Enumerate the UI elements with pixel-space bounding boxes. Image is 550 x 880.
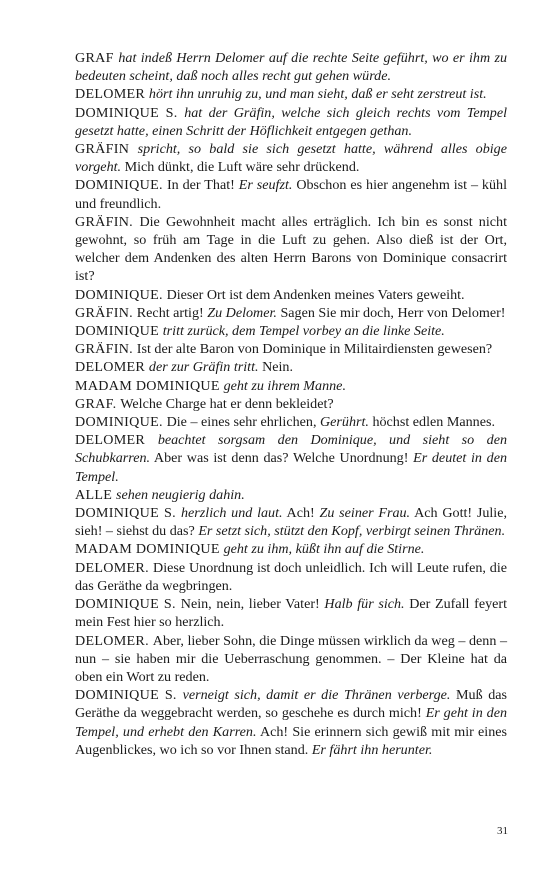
stage-direction: verneigt sich, damit er die Thränen verberge. xyxy=(182,687,451,704)
speaker-name: DOMINIQUE S. xyxy=(75,104,185,121)
spoken-line: Obschon es hier angenehm ist – kühl und freundlich. xyxy=(75,177,507,212)
spoken-line: Die Gewohnheit macht alles erträglich. Ich bin es sonst nicht gewohnt, so früh am Tage in die Luft zu gehen. Also dieß ist der Ort, welcher dem Andenken des alten Herrn Barons von Dominique consacrirt ist? xyxy=(75,213,507,285)
speaker-name: MADAM DOMINIQUE xyxy=(75,541,224,558)
stage-direction: hört ihn unruhig zu, und man sieht, daß er seht zerstreut ist. xyxy=(148,86,487,103)
dialogue-paragraph xyxy=(75,686,507,759)
stage-direction: Er geht in den Tempel, und erhebt den Karren. xyxy=(75,705,507,740)
dialogue-paragraph xyxy=(75,176,507,212)
stage-direction: Halb für sich. xyxy=(324,596,405,613)
spoken-line: In der That! xyxy=(166,177,239,194)
speaker-name: GRÄFIN xyxy=(75,141,138,158)
speaker-name: GRÄFIN. xyxy=(75,341,137,358)
dialogue-paragraph xyxy=(75,322,507,340)
spoken-line: Dieser Ort ist dem Andenken meines Vaters geweiht. xyxy=(166,286,465,303)
dialogue-paragraph xyxy=(75,413,507,431)
stage-direction: spricht, so bald sie sich gesetzt hatte, während alles obige vorgeht. xyxy=(75,141,507,176)
stage-direction: sehen neugierig dahin. xyxy=(115,486,245,503)
stage-direction: Zu Delomer. xyxy=(207,304,277,321)
speaker-name: DELOMER xyxy=(75,432,158,449)
speaker-name: DELOMER. xyxy=(75,632,153,649)
spoken-line: Aber, lieber Sohn, die Dinge müssen wirklich da weg – denn – nun – sie haben mir die Ueberraschung genommen. – Der Kleine hat da oben ein Wort zu reden. xyxy=(75,632,507,685)
spoken-line: Sagen Sie mir doch, Herr von Delomer! xyxy=(276,304,506,321)
spoken-line: Recht artig! xyxy=(136,304,208,321)
speaker-name: GRAF xyxy=(75,50,119,66)
speaker-name: DELOMER. xyxy=(75,559,154,576)
stage-direction: beachtet sorgsam den Dominique, und sieht so den Schubkarren. xyxy=(75,432,507,467)
spoken-line: Muß das Geräthe da weggebracht werden, so geschehe es durch mich! xyxy=(75,687,507,722)
stage-direction: geht zu ihm, küßt ihn auf die Stirne. xyxy=(223,541,425,558)
spoken-line: Ach! xyxy=(282,505,320,522)
dialogue-paragraph xyxy=(75,540,507,558)
spoken-line: Aber was ist denn das? Welche Unordnung! xyxy=(150,450,414,467)
dialogue-paragraph xyxy=(75,431,507,486)
dialogue-paragraph xyxy=(75,395,507,413)
spoken-line: höchst edlen Mannes. xyxy=(368,414,495,431)
dialogue-paragraph xyxy=(75,504,507,540)
dialogue-paragraph xyxy=(75,486,507,504)
dialogue-paragraph xyxy=(75,340,507,358)
speaker-name: DELOMER xyxy=(75,86,149,103)
speaker-name: DOMINIQUE xyxy=(75,323,163,340)
stage-direction: Er deutet in den Tempel. xyxy=(75,450,507,485)
stage-direction: tritt zurück, dem Tempel vorbey an die linke Seite. xyxy=(162,323,445,340)
speaker-name: DOMINIQUE. xyxy=(75,414,167,431)
play-text xyxy=(75,49,507,759)
spoken-line: Die – eines sehr ehrlichen, xyxy=(166,414,320,431)
spoken-line: Nein. xyxy=(258,359,293,376)
dialogue-paragraph xyxy=(75,213,507,286)
stage-direction: der zur Gräfin tritt. xyxy=(148,359,259,376)
dialogue-paragraph xyxy=(75,304,507,322)
spoken-line: Mich dünkt, die Luft wäre sehr drückend. xyxy=(121,159,360,176)
speaker-name: GRÄFIN. xyxy=(75,304,137,321)
speaker-name: DOMINIQUE S. xyxy=(75,687,183,704)
speaker-name: GRÄFIN. xyxy=(75,213,140,230)
dialogue-paragraph xyxy=(75,104,507,140)
dialogue-paragraph xyxy=(75,377,507,395)
spoken-line: Nein, nein, lieber Vater! xyxy=(180,596,325,613)
spoken-line: Ach! Sie erinnern sich gewiß mit mir eines Augenblickes, wo ich so vor Ihnen stand. xyxy=(75,723,507,758)
spoken-line: Welche Charge hat er denn bekleidet? xyxy=(120,395,334,412)
stage-direction: hat der Gräfin, welche sich gleich rechts vom Tempel gesetzt hatte, einen Schritt der Höflichkeit entgegen gethan. xyxy=(75,104,507,139)
stage-direction: herzlich und laut. xyxy=(181,505,283,522)
stage-direction: hat indeß Herrn Delomer auf die rechte Seite geführt, wo er ihm zu bedeuten scheint, daß noch alles recht gut gehen würde. xyxy=(75,50,507,85)
dialogue-paragraph xyxy=(75,595,507,631)
speaker-name: DOMINIQUE. xyxy=(75,177,167,194)
stage-direction: Er setzt sich, stützt den Kopf, verbirgt seinen Thränen. xyxy=(198,523,506,540)
dialogue-paragraph xyxy=(75,358,507,376)
dialogue-paragraph xyxy=(75,632,507,687)
dialogue-paragraph xyxy=(75,286,507,304)
stage-direction: Zu seiner Frau. xyxy=(319,505,411,522)
speaker-name: ALLE xyxy=(75,486,116,503)
spoken-line: Der Zufall feyert mein Fest hier so herzlich. xyxy=(75,596,507,631)
dialogue-paragraph xyxy=(75,49,507,85)
spoken-line: Ist der alte Baron von Dominique in Militairdiensten gewesen? xyxy=(136,341,493,358)
speaker-name: DOMINIQUE S. xyxy=(75,505,181,522)
dialogue-paragraph xyxy=(75,140,507,176)
dialogue-paragraph xyxy=(75,559,507,595)
stage-direction: Er fährt ihn herunter. xyxy=(311,741,433,758)
spoken-line: Ach Gott! Julie, sieh! – siehst du das? xyxy=(75,505,508,540)
stage-direction: Er seufzt. xyxy=(238,177,293,194)
stage-direction: Gerührt. xyxy=(320,414,369,431)
speaker-name: GRAF. xyxy=(75,395,121,412)
stage-direction: geht zu ihrem Manne. xyxy=(223,377,346,394)
spoken-line: Diese Unordnung ist doch unleidlich. Ich will Leute rufen, die das Geräthe da wegbringen. xyxy=(75,559,508,594)
dialogue-paragraph xyxy=(75,85,507,103)
speaker-name: DOMINIQUE S. xyxy=(75,596,181,613)
speaker-name: DOMINIQUE. xyxy=(75,286,167,303)
page-number: 31 xyxy=(497,825,508,837)
speaker-name: DELOMER xyxy=(75,359,149,376)
speaker-name: MADAM DOMINIQUE xyxy=(75,377,224,394)
